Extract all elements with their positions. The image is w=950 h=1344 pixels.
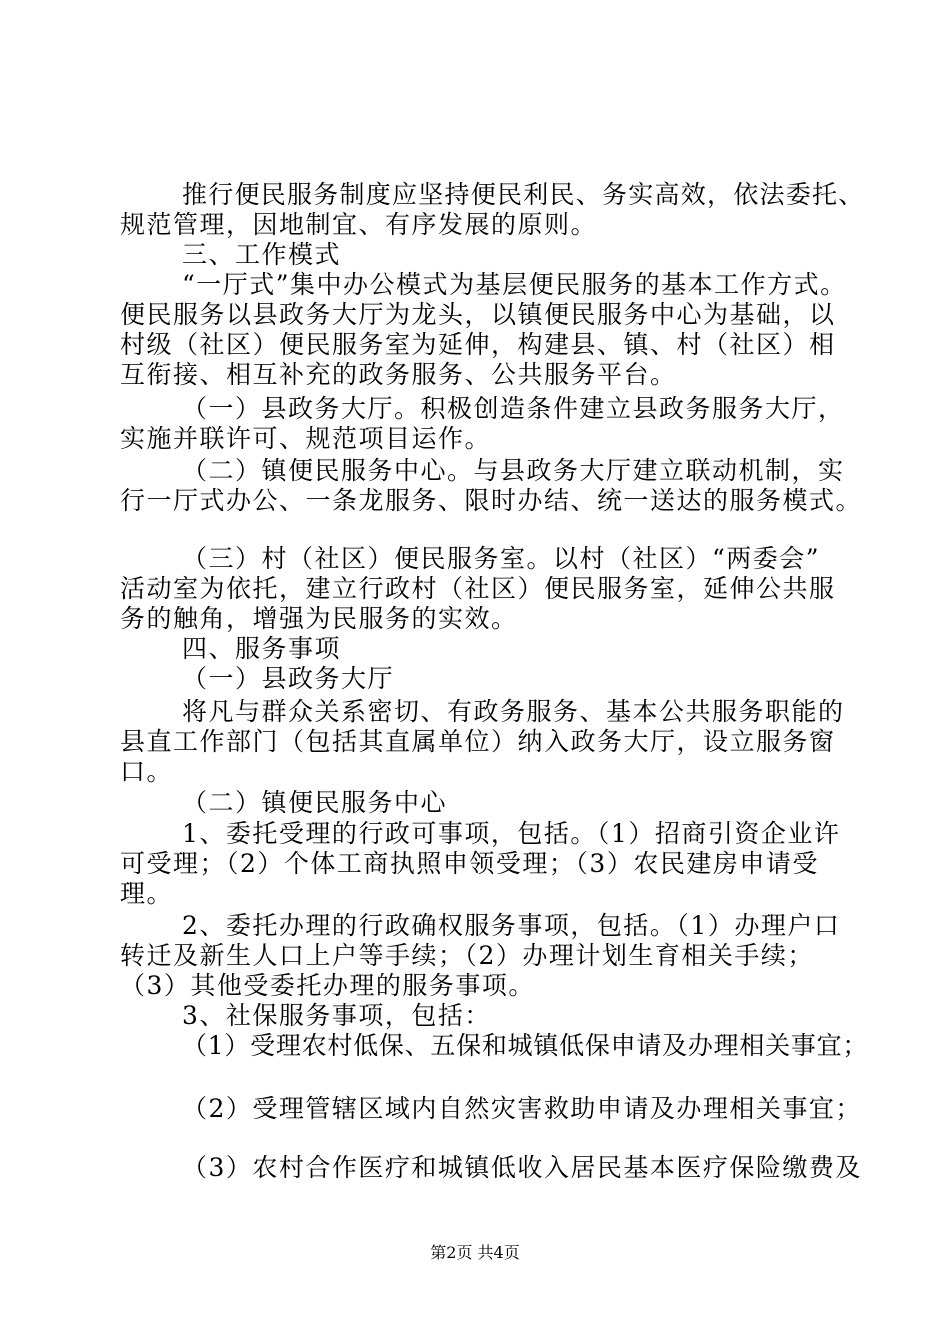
- text-line: 村级（社区）便民服务室为延伸，构建县、镇、村（社区）相: [120, 330, 836, 359]
- text-line: 活动室为依托，建立行政村（社区）便民服务室，延伸公共服: [120, 574, 836, 603]
- section-heading: 四、服务事项: [182, 634, 342, 663]
- text-line: 便民服务以县政务大厅为龙头，以镇便民服务中心为基础，以: [120, 300, 836, 329]
- text-line: 口。: [120, 757, 174, 786]
- text-line: 1、委托受理的行政可事项，包括。（1）招商引资企业许: [182, 819, 841, 848]
- text-line: 将凡与群众关系密切、有政务服务、基本公共服务职能的: [182, 697, 845, 726]
- text-line: 3、社保服务事项，包括：: [182, 1001, 491, 1030]
- text-line: 可受理；（2）个体工商执照申领受理；（3）农民建房申请受: [120, 849, 819, 878]
- text-line: 务的触角，增强为民服务的实效。: [120, 604, 518, 633]
- text-line: （2）受理管辖区域内自然灾害救助申请及办理相关事宜；: [182, 1094, 862, 1123]
- text-line: （3）农村合作医疗和城镇低收入居民基本医疗保险缴费及: [182, 1153, 862, 1182]
- text-line: 实施并联许可、规范项目运作。: [120, 424, 492, 453]
- text-line: （三）村（社区）便民服务室。以村（社区）“两委会”: [182, 544, 821, 573]
- text-line: （1）受理农村低保、五保和城镇低保申请及办理相关事宜；: [182, 1031, 869, 1060]
- text-line: 理。: [120, 879, 174, 908]
- text-line: 2、委托办理的行政确权服务事项，包括。（1）办理户口: [182, 911, 841, 940]
- page-number: 第2页 共4页: [430, 1243, 520, 1262]
- text-line: 行一厅式办公、一条龙服务、限时办结、统一送达的服务模式。: [120, 486, 863, 515]
- subsection-heading: （二）镇便民服务中心: [182, 788, 448, 817]
- text-line: 规范管理，因地制宜、有序发展的原则。: [120, 210, 598, 239]
- text-line: （二）镇便民服务中心。与县政务大厅建立联动机制，实: [182, 456, 845, 485]
- section-heading: 三、工作模式: [182, 240, 342, 269]
- text-line: “一厅式”集中办公模式为基层便民服务的基本工作方式。: [182, 270, 847, 299]
- text-line: 互衔接、相互补充的政务服务、公共服务平台。: [120, 360, 677, 389]
- text-line: 转迁及新生人口上户等手续；（2）办理计划生育相关手续；: [120, 941, 814, 970]
- text-line: 推行便民服务制度应坚持便民利民、务实高效，依法委托、: [182, 180, 865, 209]
- text-line: 县直工作部门（包括其直属单位）纳入政务大厅，设立服务窗: [120, 727, 836, 756]
- subsection-heading: （一）县政务大厅: [182, 664, 395, 693]
- text-line: （3）其他受委托办理的服务事项。: [120, 971, 535, 1000]
- text-line: （一）县政务大厅。积极创造条件建立县政务服务大厅，: [182, 394, 845, 423]
